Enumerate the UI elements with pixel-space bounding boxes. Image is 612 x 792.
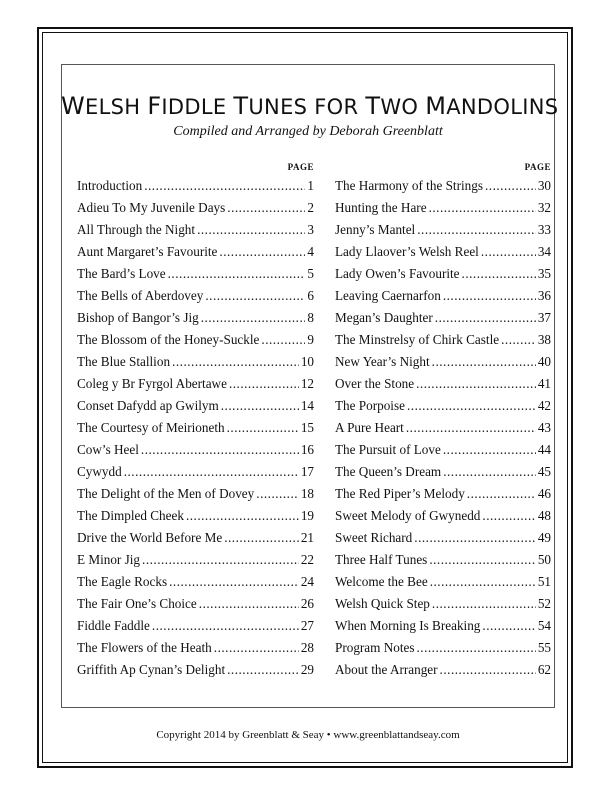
toc-entry <box>77 461 314 483</box>
toc-entry-title: The Eagle Rocks <box>77 574 168 589</box>
toc-entry-title: The Bard’s Love <box>77 266 166 281</box>
toc-entry <box>335 505 551 527</box>
toc-entry-page: 9 <box>307 332 314 347</box>
dot-leader <box>168 263 306 285</box>
toc-entry-title: The Red Piper’s Melody <box>335 486 465 501</box>
dot-leader <box>172 351 299 373</box>
toc-entry-page: 52 <box>537 596 551 611</box>
toc-entry-page: 3 <box>307 222 314 237</box>
toc-entry-page: 37 <box>537 310 551 325</box>
dot-leader <box>482 615 535 637</box>
toc-entry <box>335 395 551 417</box>
toc-entry-title: Introduction <box>77 178 143 193</box>
dot-leader <box>417 219 536 241</box>
toc-entry-title: E Minor Jig <box>77 552 141 567</box>
toc-entry-page: 1 <box>307 178 314 193</box>
toc-entry-page: 36 <box>537 288 551 303</box>
toc-entry-page: 46 <box>537 486 551 501</box>
toc-entry-title: The Courtesy of Meirioneth <box>77 420 225 435</box>
dot-leader <box>227 417 299 439</box>
toc-entry <box>335 549 551 571</box>
toc-entry <box>335 263 551 285</box>
dot-leader <box>256 483 299 505</box>
toc-entry-page: 6 <box>307 288 314 303</box>
toc-entry <box>77 285 314 307</box>
toc-entry-page: 27 <box>300 618 314 633</box>
toc-entry-title: Drive the World Before Me <box>77 530 223 545</box>
toc-entry <box>77 329 314 351</box>
dot-leader <box>462 263 536 285</box>
toc-entry-title: Welcome the Bee <box>335 574 428 589</box>
dot-leader <box>416 373 536 395</box>
toc-entry-title: The Bells of Aberdovey <box>77 288 204 303</box>
toc-entry <box>335 373 551 395</box>
toc-entry <box>335 527 551 549</box>
toc-entry <box>77 483 314 505</box>
dot-leader <box>261 329 305 351</box>
toc-entry-page: 28 <box>300 640 314 655</box>
toc-entry-page: 21 <box>300 530 314 545</box>
toc-entry-page: 41 <box>537 376 551 391</box>
dot-leader <box>197 219 305 241</box>
toc-entry <box>77 549 314 571</box>
dot-leader <box>199 593 299 615</box>
dot-leader <box>205 285 305 307</box>
dot-leader <box>432 351 536 373</box>
toc-entry <box>77 571 314 593</box>
toc-entry-page: 33 <box>537 222 551 237</box>
toc-entry-title: Fiddle Faddle <box>77 618 150 633</box>
dot-leader <box>214 637 299 659</box>
toc-entry-page: 48 <box>537 508 551 523</box>
dot-leader <box>481 241 536 263</box>
dot-leader <box>443 285 536 307</box>
toc-entry <box>77 527 314 549</box>
toc-entry-title: All Through the Night <box>77 222 196 237</box>
dot-leader <box>169 571 299 593</box>
toc-entry <box>335 197 551 219</box>
toc-entry <box>335 285 551 307</box>
dot-leader <box>407 395 536 417</box>
toc-entry-title: The Minstrelsy of Chirk Castle <box>335 332 500 347</box>
toc-entry-title: The Fair One’s Choice <box>77 596 197 611</box>
dot-leader <box>201 307 306 329</box>
toc-entry-page: 30 <box>537 178 551 193</box>
toc-entry-page: 43 <box>537 420 551 435</box>
toc-entry <box>77 307 314 329</box>
contents-list-right <box>335 175 551 681</box>
toc-entry-title: Program Notes <box>335 640 415 655</box>
toc-entry <box>335 593 551 615</box>
toc-entry <box>335 615 551 637</box>
toc-entry-page: 12 <box>300 376 314 391</box>
toc-entry-page: 62 <box>537 662 551 677</box>
page-column-header: PAGE <box>524 162 551 172</box>
toc-entry-title: Adieu To My Juvenile Days <box>77 200 226 215</box>
toc-entry-title: Cywydd <box>77 464 122 479</box>
toc-entry <box>335 571 551 593</box>
subtitle: Compiled and Arranged by Deborah Greenblatt <box>173 124 443 139</box>
toc-entry-title: Over the Stone <box>335 376 415 391</box>
toc-entry <box>335 417 551 439</box>
toc-entry <box>335 351 551 373</box>
dot-leader <box>429 549 536 571</box>
toc-entry-page: 17 <box>300 464 314 479</box>
toc-entry-page: 10 <box>300 354 314 369</box>
toc-entry-title: The Dimpled Cheek <box>77 508 184 523</box>
toc-entry-page: 38 <box>537 332 551 347</box>
dot-leader <box>142 549 299 571</box>
dot-leader <box>229 373 299 395</box>
toc-entry <box>77 417 314 439</box>
toc-entry-title: The Pursuit of Love <box>335 442 441 457</box>
toc-entry-page: 5 <box>307 266 314 281</box>
contents-column-left <box>77 159 314 681</box>
toc-entry-title: The Delight of the Men of Dovey <box>77 486 255 501</box>
dot-leader <box>482 505 535 527</box>
toc-entry <box>77 439 314 461</box>
toc-entry-title: A Pure Heart <box>335 420 404 435</box>
toc-entry <box>77 373 314 395</box>
toc-entry <box>335 439 551 461</box>
toc-entry-title: Welsh Quick Step <box>335 596 430 611</box>
dot-leader <box>414 527 536 549</box>
toc-entry-page: 32 <box>537 200 551 215</box>
toc-entry-title: Bishop of Bangor’s Jig <box>77 310 199 325</box>
toc-entry <box>77 505 314 527</box>
toc-entry-page: 15 <box>300 420 314 435</box>
toc-entry-title: Lady Owen’s Favourite <box>335 266 460 281</box>
toc-entry-page: 29 <box>300 662 314 677</box>
toc-entry-page: 16 <box>300 442 314 457</box>
toc-entry-title: The Harmony of the Strings <box>335 178 483 193</box>
toc-entry-page: 19 <box>300 508 314 523</box>
toc-entry-page: 8 <box>307 310 314 325</box>
toc-entry <box>77 241 314 263</box>
toc-entry-page: 34 <box>537 244 551 259</box>
dot-leader <box>467 483 536 505</box>
dot-leader <box>152 615 299 637</box>
toc-entry-page: 26 <box>300 596 314 611</box>
toc-entry-title: Megan’s Daughter <box>335 310 433 325</box>
toc-entry-title: Conset Dafydd ap Gwilym <box>77 398 219 413</box>
toc-entry-title: When Morning Is Breaking <box>335 618 481 633</box>
toc-entry <box>335 659 551 681</box>
toc-entry <box>77 197 314 219</box>
toc-entry-title: The Flowers of the Heath <box>77 640 212 655</box>
toc-entry-title: The Blossom of the Honey-Suckle <box>77 332 260 347</box>
toc-entry-title: The Blue Stallion <box>77 354 171 369</box>
toc-entry-page: 35 <box>537 266 551 281</box>
page-title: WELSH FIDDLE TUNES FOR TWO MANDOLINS <box>61 92 559 120</box>
toc-entry-page: 42 <box>537 398 551 413</box>
toc-entry-title: Three Half Tunes <box>335 552 428 567</box>
toc-entry <box>335 483 551 505</box>
toc-entry-title: Leaving Caernarfon <box>335 288 441 303</box>
toc-entry-page: 44 <box>537 442 551 457</box>
dot-leader <box>432 593 536 615</box>
dot-leader <box>227 197 305 219</box>
toc-entry <box>77 659 314 681</box>
toc-entry-page: 24 <box>300 574 314 589</box>
dot-leader <box>219 241 305 263</box>
toc-entry-title: Sweet Richard <box>335 530 413 545</box>
dot-leader <box>440 659 536 681</box>
toc-entry-title: Aunt Margaret’s Favourite <box>77 244 218 259</box>
toc-entry <box>335 329 551 351</box>
dot-leader <box>124 461 299 483</box>
toc-entry-page: 4 <box>307 244 314 259</box>
toc-entry-title: The Porpoise <box>335 398 405 413</box>
toc-entry-title: Jenny’s Mantel <box>335 222 416 237</box>
toc-entry <box>335 307 551 329</box>
toc-entry-page: 54 <box>537 618 551 633</box>
dot-leader <box>501 329 536 351</box>
toc-entry-page: 40 <box>537 354 551 369</box>
toc-entry <box>335 461 551 483</box>
toc-entry-title: Cow’s Heel <box>77 442 139 457</box>
dot-leader <box>406 417 536 439</box>
toc-entry-title: About the Arranger <box>335 662 438 677</box>
contents-list-left <box>77 175 314 681</box>
dot-leader <box>430 571 536 593</box>
toc-entry-page: 49 <box>537 530 551 545</box>
toc-entry-page: 14 <box>300 398 314 413</box>
toc-entry <box>77 263 314 285</box>
dot-leader <box>186 505 299 527</box>
toc-entry-page: 51 <box>537 574 551 589</box>
toc-entry-title: Griffith Ap Cynan’s Delight <box>77 662 226 677</box>
dot-leader <box>416 637 535 659</box>
toc-entry-title: Sweet Melody of Gwynedd <box>335 508 481 523</box>
page-column-header: PAGE <box>287 162 314 172</box>
contents-column-right <box>335 159 551 681</box>
dot-leader <box>485 175 536 197</box>
toc-entry <box>335 637 551 659</box>
dot-leader <box>221 395 299 417</box>
dot-leader <box>429 197 536 219</box>
toc-entry-page: 22 <box>300 552 314 567</box>
toc-entry-page: 55 <box>537 640 551 655</box>
toc-entry-page: 2 <box>307 200 314 215</box>
toc-entry <box>77 351 314 373</box>
copyright-footer: Copyright 2014 by Greenblatt & Seay • www.greenblattandseay.com <box>156 729 460 741</box>
toc-entry <box>77 395 314 417</box>
dot-leader <box>144 175 305 197</box>
toc-entry <box>77 615 314 637</box>
dot-leader <box>141 439 299 461</box>
dot-leader <box>435 307 536 329</box>
dot-leader <box>227 659 299 681</box>
toc-entry-title: New Year’s Night <box>335 354 430 369</box>
toc-entry-page: 45 <box>537 464 551 479</box>
toc-entry <box>77 175 314 197</box>
toc-entry-page: 18 <box>300 486 314 501</box>
toc-entry <box>335 219 551 241</box>
toc-entry-page: 50 <box>537 552 551 567</box>
toc-entry-title: Coleg y Br Fyrgol Abertawe <box>77 376 227 391</box>
toc-entry-title: The Queen’s Dream <box>335 464 442 479</box>
toc-entry <box>335 175 551 197</box>
toc-entry <box>335 241 551 263</box>
toc-entry <box>77 219 314 241</box>
toc-entry-title: Lady Llaover’s Welsh Reel <box>335 244 479 259</box>
dot-leader <box>224 527 299 549</box>
dot-leader <box>443 461 536 483</box>
toc-entry <box>77 637 314 659</box>
toc-entry <box>77 593 314 615</box>
toc-entry-title: Hunting the Hare <box>335 200 427 215</box>
dot-leader <box>443 439 536 461</box>
